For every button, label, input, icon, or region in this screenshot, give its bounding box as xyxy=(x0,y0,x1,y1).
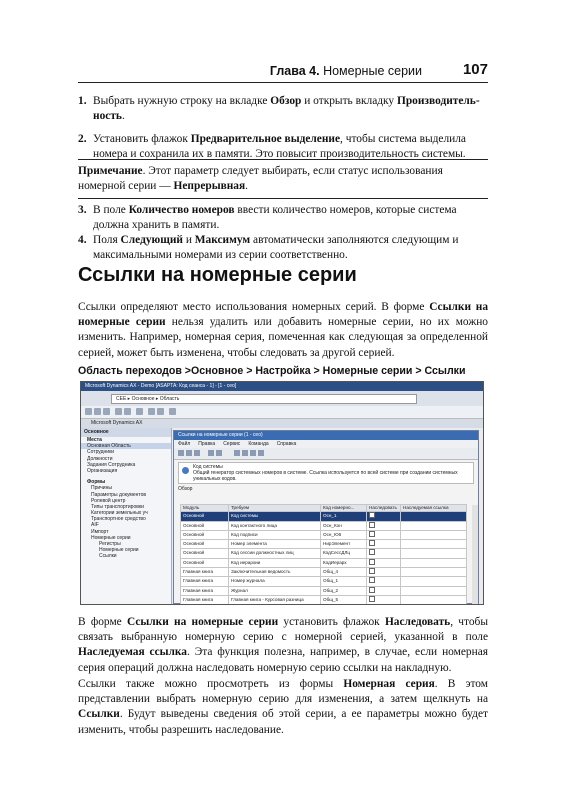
text-run: нельзя удалить или добавить номерные серии, но их можно изменить. Например, номерная серия, помеченная как следующая за определенной серией, может быть изменена, чтобы следовать за другой серией. xyxy=(78,316,488,359)
first-record-icon xyxy=(234,450,240,456)
copy-icon xyxy=(115,408,122,415)
references-grid xyxy=(180,504,467,605)
inherit-checkbox[interactable] xyxy=(369,540,375,546)
nav-form-item[interactable]: Транспортное средство xyxy=(91,516,146,523)
nav-form-item[interactable]: Номерные серии xyxy=(91,534,131,541)
delete-record-icon xyxy=(194,450,200,456)
prev-record-icon xyxy=(242,450,248,456)
note-box: Примечание. Этот параметр следует выбирать, если статус использования номерной серии — Непрерывная. xyxy=(78,159,488,199)
nav-form-item[interactable]: Ролевой центр xyxy=(91,497,126,504)
table-cell: Общ_5 xyxy=(321,595,367,604)
text-run: , чтобы связать выбранную номерную серию с номерной серией, указанной в поле xyxy=(78,616,488,644)
bold-term: Максимум xyxy=(194,234,251,246)
table-cell: Общ_2 xyxy=(321,586,367,595)
column-header[interactable]: Модуль xyxy=(181,505,229,512)
table-cell: Код системы xyxy=(229,512,321,521)
list-number: 4. xyxy=(78,234,87,246)
list-number: 1. xyxy=(78,95,87,107)
table-cell: Главная книга - Курсовая разница xyxy=(229,595,321,604)
column-header[interactable]: Наследовать xyxy=(367,505,401,512)
table-cell: Осн_Ю6 xyxy=(321,530,367,539)
table-cell: Основной xyxy=(181,521,229,530)
inherit-checkbox[interactable] xyxy=(369,512,375,518)
table-cell xyxy=(367,530,401,539)
nav-form-item[interactable]: Типы транспортировки xyxy=(91,503,144,510)
table-cell xyxy=(367,549,401,558)
table-row[interactable] xyxy=(181,558,467,567)
table-cell: НирЭлемент xyxy=(321,540,367,549)
bold-term: Количество номеров xyxy=(128,204,235,216)
table-cell: Осн_1 xyxy=(321,512,367,521)
table-row[interactable] xyxy=(181,568,467,577)
form-menu xyxy=(174,440,478,448)
next-record-icon xyxy=(250,450,256,456)
note-label: Примечание xyxy=(78,165,143,177)
number-sequence-references-form xyxy=(173,430,479,604)
address-field: CEE ▸ Основное ▸ Область xyxy=(111,394,417,404)
table-cell xyxy=(401,595,467,604)
table-cell xyxy=(401,558,467,567)
table-cell: Основной xyxy=(181,558,229,567)
table-cell xyxy=(367,568,401,577)
bold-term: Ссылки на номерные серии xyxy=(126,616,279,628)
table-cell: Общ_4 xyxy=(321,568,367,577)
paste-icon xyxy=(124,408,131,415)
bold-term: Следующий xyxy=(120,234,183,246)
table-row[interactable] xyxy=(181,540,467,549)
form-toolbar xyxy=(174,448,478,460)
list-item-1 xyxy=(93,94,488,124)
form-menu-item[interactable]: Файл xyxy=(178,441,191,447)
inherit-checkbox[interactable] xyxy=(369,559,375,565)
save-icon xyxy=(94,408,101,415)
nav-header: Основное xyxy=(81,428,171,437)
inherit-checkbox[interactable] xyxy=(369,596,375,602)
form-menu-item[interactable]: Правка xyxy=(198,441,216,447)
last-record-icon xyxy=(258,450,264,456)
window-title: Microsoft Dynamics AX - Demo [ASAPTA: Код сеанса - 1] - [1 - ceo] xyxy=(81,382,483,391)
table-cell: Код подписи xyxy=(229,530,321,539)
table-row[interactable] xyxy=(181,595,467,604)
table-cell: Осн_Кон xyxy=(321,521,367,530)
bold-term: Номерная серия xyxy=(343,678,435,690)
bold-term: Предварительное выделение xyxy=(190,133,341,145)
table-cell: Главная книга xyxy=(181,577,229,586)
bold-term: Ссылки xyxy=(78,708,120,721)
inherit-checkbox[interactable] xyxy=(369,577,375,583)
text-run: Поля xyxy=(93,234,121,246)
bold-term: Производитель-ность xyxy=(93,95,480,122)
intro-paragraph xyxy=(78,300,488,361)
column-header[interactable]: Код номерно... xyxy=(321,505,367,512)
table-cell xyxy=(401,586,467,595)
table-cell xyxy=(367,512,401,521)
text-run: ввести количество номеров, которые система должна хранить в памяти. xyxy=(93,204,457,231)
page-number: 107 xyxy=(462,61,488,78)
table-cell: Заключительная ведомость xyxy=(229,568,321,577)
form-menu-item[interactable]: Справка xyxy=(276,441,297,447)
inherit-checkbox[interactable] xyxy=(369,531,375,537)
inherit-checkbox[interactable] xyxy=(369,587,375,593)
nav-form-item[interactable]: AIF xyxy=(91,522,99,529)
paragraph-inherit xyxy=(78,615,488,676)
table-cell xyxy=(401,512,467,521)
nav-place-item[interactable]: Задания Сотрудника xyxy=(87,461,136,468)
filter-icon xyxy=(208,450,214,456)
table-row[interactable] xyxy=(181,512,467,521)
save-record-icon xyxy=(186,450,192,456)
table-cell: Код иерархии xyxy=(229,558,321,567)
text-run: автоматически заполняются следующим и максимальными номерами из серии соответственно. xyxy=(93,234,459,261)
bold-term: Наследовать xyxy=(384,616,451,628)
section-heading: Ссылки на номерные серии xyxy=(78,264,357,286)
list-item-4 xyxy=(93,233,488,263)
list-item-3 xyxy=(93,203,488,233)
main-toolbar xyxy=(81,406,483,419)
list-number: 3. xyxy=(78,204,87,216)
app-screenshot xyxy=(80,381,484,605)
table-cell xyxy=(367,540,401,549)
nav-place-item[interactable]: Должности xyxy=(87,455,113,462)
nav-places-header: Места xyxy=(87,437,102,443)
running-header xyxy=(78,60,488,83)
new-record-icon xyxy=(178,450,184,456)
table-cell: Основной xyxy=(181,540,229,549)
bold-term: Ссылки на номерные серии xyxy=(78,301,489,329)
nav-form-item[interactable]: Импорт xyxy=(91,528,109,535)
text-run: . Эта функция полезна, например, в случае, если номерная серия операций должна наследовать номерную серию ссылки на накладную. xyxy=(78,646,488,674)
table-cell xyxy=(401,577,467,586)
text-run: Ссылки определяют место использования номерных серий. В форме xyxy=(78,301,430,313)
chapter-heading: Глава 4. Номерные серии xyxy=(269,64,422,78)
text-run: Выбрать нужную строку на вкладке xyxy=(93,95,271,107)
find-icon xyxy=(148,408,155,415)
table-row[interactable] xyxy=(181,586,467,595)
text-run: В форме xyxy=(78,616,127,628)
info-panel xyxy=(178,462,474,484)
table-cell: КодСессДЛц xyxy=(321,549,367,558)
table-cell xyxy=(401,521,467,530)
table-cell: Основной xyxy=(181,530,229,539)
table-cell xyxy=(367,558,401,567)
table-cell: Общ_1 xyxy=(321,577,367,586)
tab-overview[interactable]: Обзор xyxy=(178,486,193,492)
text-run: Установить флажок xyxy=(93,133,191,145)
paragraph-view xyxy=(78,677,488,738)
address-bar xyxy=(81,391,483,407)
text-run: и открыть вкладку xyxy=(301,95,397,107)
nav-form-item[interactable]: Ссылки xyxy=(99,553,117,560)
info-label: Код системы xyxy=(193,464,223,470)
table-cell xyxy=(367,595,401,604)
table-cell xyxy=(401,530,467,539)
text-run: , чтобы система выделила номера и сохранила их в памяти. Это повысит производительность системы. xyxy=(93,133,466,160)
sort-icon xyxy=(216,450,222,456)
table-cell: Код контактного лица xyxy=(229,521,321,530)
text-run: . В этом представлении выбрать номерную серию для изменения, а затем щелкнуть на xyxy=(78,678,488,706)
table-cell: Основной xyxy=(181,512,229,521)
help-icon xyxy=(169,408,176,415)
text-run: . Будут выведены сведения об этой серии, а ее параметры можно будет изменить, чтобы разрешить наследование. xyxy=(78,708,488,736)
filter-icon xyxy=(157,408,164,415)
table-cell: Главная книга xyxy=(181,595,229,604)
nav-form-item[interactable]: Параметры документов xyxy=(91,491,147,498)
column-header[interactable]: Наследуемая ссылка xyxy=(401,505,467,512)
info-text: Общий генератор системных номеров в системе. Ссылка используется по всей системе при создании системных уникальных кодов. xyxy=(193,470,458,482)
navigation-pane xyxy=(81,428,172,604)
table-cell xyxy=(367,577,401,586)
info-icon xyxy=(182,467,189,474)
text-run: В поле xyxy=(93,204,129,216)
nav-place-item[interactable]: Сотрудники xyxy=(87,449,115,456)
table-cell: Главная книга xyxy=(181,586,229,595)
text-run: и xyxy=(182,234,195,246)
list-number: 2. xyxy=(78,133,87,145)
nav-form-item[interactable]: Регистры xyxy=(99,541,121,547)
delete-icon xyxy=(136,408,143,415)
form-title: Ссылки на номерные серии (1 - ceo) xyxy=(174,431,478,440)
table-row[interactable] xyxy=(181,549,467,558)
inherit-checkbox[interactable] xyxy=(369,568,375,574)
text-run: установить флажок xyxy=(278,616,385,628)
inherit-checkbox[interactable] xyxy=(369,549,375,555)
form-menu-item[interactable]: Команда xyxy=(248,441,269,447)
table-cell xyxy=(401,540,467,549)
nav-form-item[interactable]: Категории земельных уч xyxy=(91,510,148,517)
nav-forms-header: Формы xyxy=(87,479,106,486)
form-menu-item[interactable]: Сервис xyxy=(223,441,241,447)
table-row[interactable] xyxy=(181,530,467,539)
table-cell: Номер журнала xyxy=(229,577,321,586)
nav-form-item[interactable]: Причины xyxy=(91,485,112,492)
table-cell xyxy=(367,586,401,595)
table-cell xyxy=(401,549,467,558)
table-cell xyxy=(401,568,467,577)
bold-term: Обзор xyxy=(270,95,302,107)
bold-term: Наследуемая ссылка xyxy=(78,646,187,659)
table-cell: Код сессии должностных лиц xyxy=(229,549,321,558)
list-item-2 xyxy=(93,132,488,162)
text-run: . xyxy=(121,110,125,122)
table-cell: Основной xyxy=(181,549,229,558)
nav-place-item[interactable]: Основная Область xyxy=(81,443,171,449)
nav-place-item[interactable]: Организация xyxy=(87,467,118,474)
table-cell xyxy=(367,521,401,530)
print-icon xyxy=(103,408,110,415)
table-cell: Номер элемента xyxy=(229,540,321,549)
column-header[interactable]: Требуем xyxy=(229,505,321,512)
inherit-checkbox[interactable] xyxy=(369,522,375,528)
text-run: Ссылки также можно просмотреть из формы xyxy=(78,678,344,690)
grid-scrollbar[interactable] xyxy=(472,505,478,605)
breadcrumb: Область переходов >Основное > Настройка > Номерные серии > Ссылки xyxy=(78,365,466,377)
table-cell: Журнал xyxy=(229,586,321,595)
new-icon xyxy=(85,408,92,415)
table-cell: КодИерарх xyxy=(321,558,367,567)
table-cell: Главная книга xyxy=(181,568,229,577)
app-bar: Microsoft Dynamics AX xyxy=(81,419,483,428)
table-row[interactable] xyxy=(181,521,467,530)
nav-form-item[interactable]: Номерные серии xyxy=(99,547,139,554)
table-row[interactable] xyxy=(181,577,467,586)
